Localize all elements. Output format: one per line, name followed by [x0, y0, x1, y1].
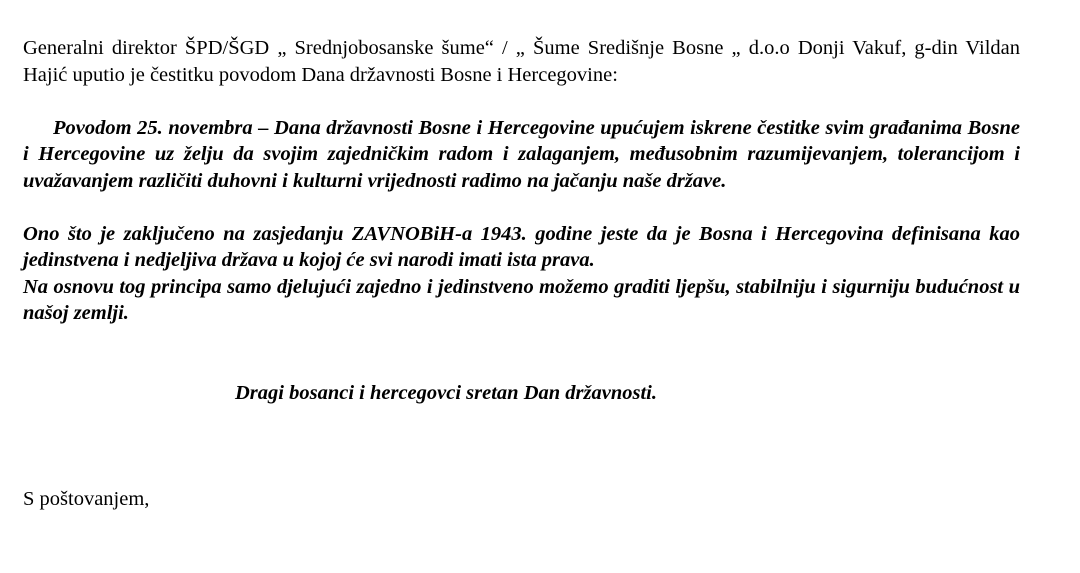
spacer [23, 88, 1020, 115]
document-body [23, 35, 1020, 512]
intro-paragraph: Generalni direktor ŠPD/ŠGD „ Srednjobosanske šume“ / „ Šume Središnje Bosne „ d.o.o Donji Vakuf, g-din Vildan Hajić uputio je čestitku povodom Dana državnosti Bosne i Hercegovine: [23, 37, 1020, 86]
principle-paragraph: Na osnovu tog principa samo djelujući zajedno i jedinstveno možemo graditi ljepšu, stabilniju i sigurniju budućnost u našoj zemlji. [23, 275, 1020, 324]
spacer [23, 353, 1020, 380]
spacer [23, 459, 1020, 486]
spacer [23, 194, 1020, 221]
zavnobih-paragraph: Ono što je zaključeno na zasjedanju ZAVNOBiH-a 1943. godine jeste da je Bosna i Hercegovina definisana kao jedinstvena i nedjeljiva država u kojoj će svi narodi imati ista prava. [23, 222, 1020, 271]
congratulation-paragraph: Povodom 25. novembra – Dana državnosti Bosne i Hercegovine upućujem iskrene čestitke svim građanima Bosne i Hercegovine uz želju da svojim zajedničkim radom i zalaganjem, međusobnim razumijevanjem, tolerancijom i uvažavanjem različiti duhovni i kulturni vrijednosti radimo na jačanju naše države. [23, 116, 1020, 192]
spacer [23, 433, 1020, 460]
greeting-line: Dragi bosanci i hercegovci sretan Dan državnosti. [235, 381, 657, 404]
spacer [23, 327, 1020, 354]
spacer [23, 406, 1020, 433]
closing-line: S poštovanjem, [23, 487, 150, 510]
